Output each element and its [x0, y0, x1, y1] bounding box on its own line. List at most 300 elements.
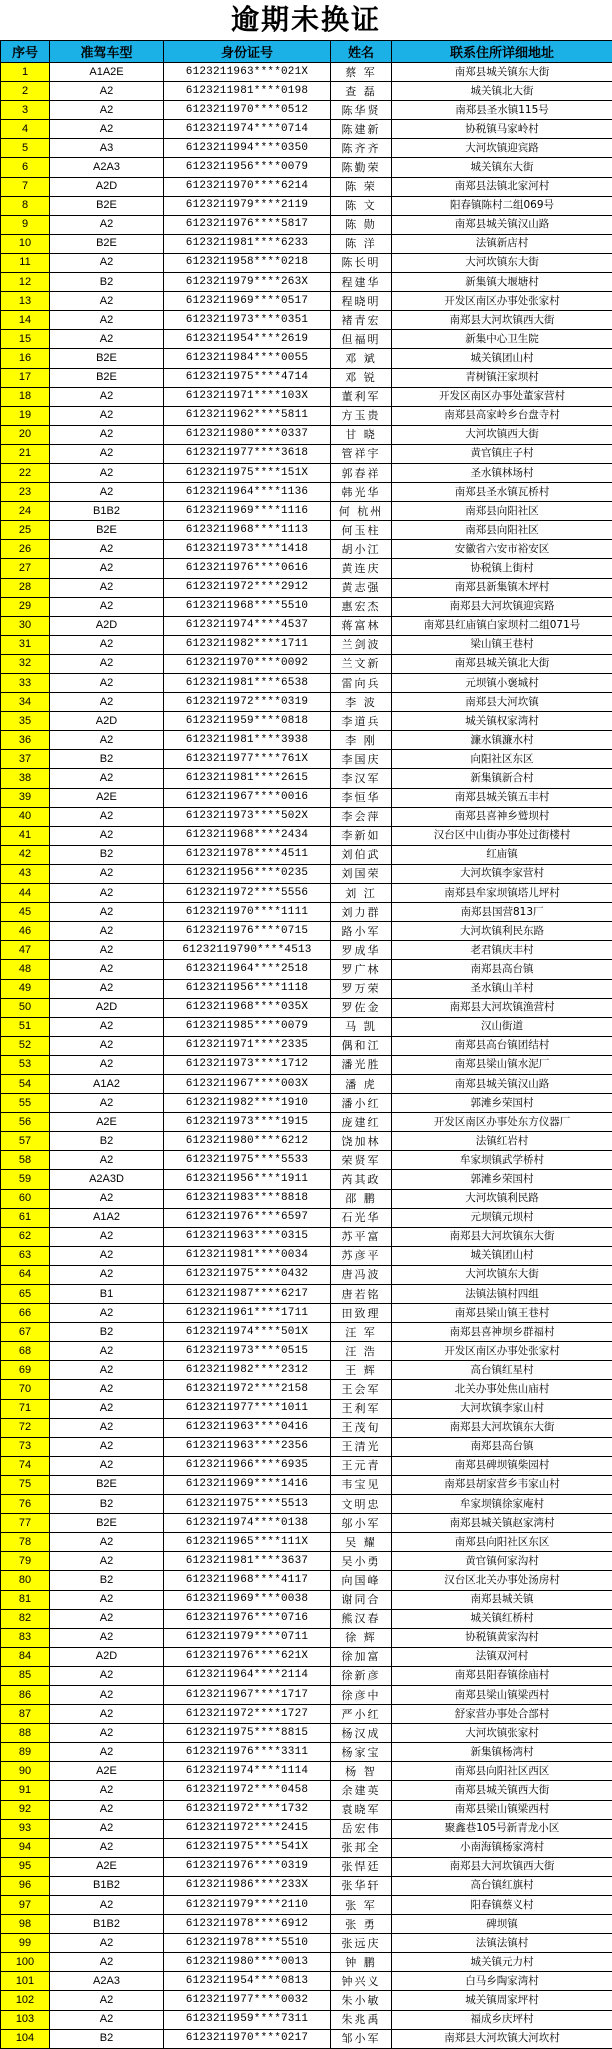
row-id-number: 6123211984****0055: [164, 349, 331, 368]
row-name: 但福明: [331, 330, 392, 349]
row-name: 余建英: [331, 1781, 392, 1800]
row-address: 南郑县国营813厂: [392, 903, 612, 922]
row-id-number: 6123211980****0337: [164, 425, 331, 444]
row-id-number: 6123211981****6233: [164, 234, 331, 253]
row-address: 白马乡陶家湾村: [392, 1972, 612, 1991]
row-license-class: A2: [50, 463, 164, 482]
row-address: 南郑县城关镇五丰村: [392, 788, 612, 807]
row-id-number: 6123211976****621X: [164, 1647, 331, 1666]
row-id-number: 6123211975****8815: [164, 1724, 331, 1743]
row-seq: 46: [1, 922, 50, 941]
row-seq: 95: [1, 1857, 50, 1876]
row-name: 李国庆: [331, 750, 392, 769]
row-name: 邓 斌: [331, 349, 392, 368]
table-row: [1, 1533, 612, 1552]
table-row: [1, 1475, 612, 1494]
row-address: 南郑县城关镇西大街: [392, 1781, 612, 1800]
row-license-class: A2: [50, 1246, 164, 1265]
row-id-number: 6123211959****0818: [164, 712, 331, 731]
row-seq: 85: [1, 1666, 50, 1685]
table-row: [1, 922, 612, 941]
table-body: [1, 63, 612, 2049]
row-name: 张邦全: [331, 1838, 392, 1857]
table-row: [1, 1896, 612, 1915]
row-address: 南郑县梁山镇王巷村: [392, 1304, 612, 1323]
row-name: 谢同合: [331, 1590, 392, 1609]
row-address: 南郑县大河坎镇迎宾路: [392, 597, 612, 616]
row-license-class: A2: [50, 1189, 164, 1208]
row-license-class: A2: [50, 425, 164, 444]
row-seq: 7: [1, 177, 50, 196]
row-name: 邓 锐: [331, 368, 392, 387]
row-name: 岳宏伟: [331, 1819, 392, 1838]
table-row: [1, 273, 612, 292]
row-name: 陈 文: [331, 196, 392, 215]
row-license-class: A2: [50, 1896, 164, 1915]
table-row: [1, 807, 612, 826]
row-license-class: A2: [50, 1800, 164, 1819]
table-row: [1, 521, 612, 540]
row-address: 城关镇北大街: [392, 82, 612, 101]
row-seq: 71: [1, 1399, 50, 1418]
row-address: 南郑县阳春镇徐庙村: [392, 1666, 612, 1685]
row-id-number: 6123211964****1136: [164, 483, 331, 502]
row-name: 黄连庆: [331, 559, 392, 578]
row-address: 协税镇马家岭村: [392, 120, 612, 139]
row-id-number: 6123211977****1011: [164, 1399, 331, 1418]
row-seq: 16: [1, 349, 50, 368]
row-name: 唐若铭: [331, 1285, 392, 1304]
table-row: [1, 1514, 612, 1533]
row-seq: 101: [1, 1972, 50, 1991]
row-license-class: A2: [50, 444, 164, 463]
row-address: 协税镇上街村: [392, 559, 612, 578]
row-license-class: A1A2E: [50, 63, 164, 82]
table-row: [1, 63, 612, 82]
row-license-class: B2E: [50, 234, 164, 253]
row-address: 南郑县梁山镇梁西村: [392, 1800, 612, 1819]
row-id-number: 6123211975****0432: [164, 1265, 331, 1284]
table-row: [1, 1552, 612, 1571]
row-seq: 24: [1, 502, 50, 521]
row-address: 汉台区北关办事处汤房村: [392, 1571, 612, 1590]
row-license-class: A2D: [50, 712, 164, 731]
row-id-number: 6123211972****1727: [164, 1705, 331, 1724]
row-seq: 90: [1, 1762, 50, 1781]
row-seq: 69: [1, 1361, 50, 1380]
row-name: 陈 勋: [331, 215, 392, 234]
header-license-class: 准驾车型: [50, 41, 164, 63]
row-address: 大河坎镇利民路: [392, 1189, 612, 1208]
row-id-number: 6123211954****2619: [164, 330, 331, 349]
row-name: 管祥宇: [331, 444, 392, 463]
row-id-number: 6123211964****2518: [164, 960, 331, 979]
row-id-number: 6123211972****0319: [164, 693, 331, 712]
table-row: [1, 845, 612, 864]
row-seq: 14: [1, 311, 50, 330]
row-address: 南郑县法镇北家河村: [392, 177, 612, 196]
row-id-number: 61232119790****4513: [164, 941, 331, 960]
row-id-number: 6123211976****6597: [164, 1208, 331, 1227]
table-row: [1, 101, 612, 120]
table-row: [1, 979, 612, 998]
row-name: 徐 辉: [331, 1628, 392, 1647]
row-license-class: A2: [50, 826, 164, 845]
row-seq: 81: [1, 1590, 50, 1609]
row-license-class: A2: [50, 922, 164, 941]
table-row: [1, 1113, 612, 1132]
table-row: [1, 1323, 612, 1342]
row-id-number: 6123211980****6212: [164, 1132, 331, 1151]
table-row: [1, 864, 612, 883]
row-address: 南郑县大河坎镇: [392, 693, 612, 712]
row-address: 南郑县高家岭乡台盘寺村: [392, 406, 612, 425]
row-name: 韦宝见: [331, 1475, 392, 1494]
row-id-number: 6123211977****761X: [164, 750, 331, 769]
row-address: 聚鑫巷105号新青龙小区: [392, 1819, 612, 1838]
row-address: 元坝镇元坝村: [392, 1208, 612, 1227]
row-address: 老君镇庆丰村: [392, 941, 612, 960]
row-seq: 51: [1, 1017, 50, 1036]
table-row: [1, 750, 612, 769]
row-license-class: A2E: [50, 1857, 164, 1876]
row-name: 吴 耀: [331, 1533, 392, 1552]
row-id-number: 6123211975****5533: [164, 1151, 331, 1170]
row-name: 徐加富: [331, 1647, 392, 1666]
row-name: 张华轩: [331, 1876, 392, 1895]
table-row: [1, 368, 612, 387]
row-id-number: 6123211967****003X: [164, 1074, 331, 1093]
row-name: 邹小军: [331, 2029, 392, 2048]
row-address: 高台镇红星村: [392, 1361, 612, 1380]
row-seq: 35: [1, 712, 50, 731]
row-seq: 6: [1, 158, 50, 177]
row-seq: 49: [1, 979, 50, 998]
row-seq: 68: [1, 1342, 50, 1361]
table-row: [1, 903, 612, 922]
row-address: 大河坎镇李家山村: [392, 1399, 612, 1418]
table-row: [1, 1246, 612, 1265]
table-row: [1, 674, 612, 693]
row-address: 城关镇团山村: [392, 349, 612, 368]
row-id-number: 6123211981****3637: [164, 1552, 331, 1571]
row-address: 郭滩乡荣国村: [392, 1094, 612, 1113]
table-row: [1, 253, 612, 272]
row-license-class: A2: [50, 635, 164, 654]
row-license-class: A2D: [50, 616, 164, 635]
row-address: 南郑县向阳社区: [392, 502, 612, 521]
row-id-number: 6123211972****2158: [164, 1380, 331, 1399]
row-license-class: B2: [50, 845, 164, 864]
row-seq: 19: [1, 406, 50, 425]
table-row: [1, 597, 612, 616]
row-address: 南郑县牟家坝镇塔儿坪村: [392, 884, 612, 903]
table-row: [1, 196, 612, 215]
row-name: 蒋富林: [331, 616, 392, 635]
row-address: 新集镇大堰塘村: [392, 273, 612, 292]
row-address: 南郑县喜神坝乡群福村: [392, 1323, 612, 1342]
row-license-class: A1A2: [50, 1074, 164, 1093]
row-id-number: 6123211965****111X: [164, 1533, 331, 1552]
row-license-class: A2: [50, 1819, 164, 1838]
row-name: 兰剑波: [331, 635, 392, 654]
row-address: 协税镇黄家沟村: [392, 1628, 612, 1647]
row-seq: 31: [1, 635, 50, 654]
table-row: [1, 540, 612, 559]
row-license-class: A2: [50, 1743, 164, 1762]
row-name: 石光华: [331, 1208, 392, 1227]
row-seq: 64: [1, 1265, 50, 1284]
row-seq: 41: [1, 826, 50, 845]
row-address: 青树镇汪家坝村: [392, 368, 612, 387]
row-seq: 102: [1, 1991, 50, 2010]
row-license-class: A2: [50, 1151, 164, 1170]
row-license-class: A2: [50, 1705, 164, 1724]
table-row: [1, 330, 612, 349]
table-row: [1, 1781, 612, 1800]
table-row: [1, 884, 612, 903]
row-address: 城关镇权家湾村: [392, 712, 612, 731]
table-row: [1, 292, 612, 311]
row-id-number: 6123211976****0716: [164, 1609, 331, 1628]
row-address: 阳春镇陈村二组069号: [392, 196, 612, 215]
table-row: [1, 1934, 612, 1953]
row-id-number: 6123211987****6217: [164, 1285, 331, 1304]
row-license-class: A2: [50, 292, 164, 311]
row-name: 王元青: [331, 1456, 392, 1475]
table-row: [1, 1876, 612, 1895]
row-license-class: A2: [50, 654, 164, 673]
row-address: 大河坎镇李家营村: [392, 864, 612, 883]
row-id-number: 6123211971****103X: [164, 387, 331, 406]
row-address: 南郑县大河坎镇东大街: [392, 1418, 612, 1437]
row-address: 梁山镇王巷村: [392, 635, 612, 654]
row-address: 南郑县大河坎镇渔营村: [392, 998, 612, 1017]
row-seq: 57: [1, 1132, 50, 1151]
row-seq: 13: [1, 292, 50, 311]
row-seq: 88: [1, 1724, 50, 1743]
row-license-class: B2E: [50, 1475, 164, 1494]
row-license-class: B1: [50, 1285, 164, 1304]
row-license-class: A1A2: [50, 1208, 164, 1227]
row-license-class: A2: [50, 253, 164, 272]
row-address: 阳春镇蔡义村: [392, 1896, 612, 1915]
table-row: [1, 1705, 612, 1724]
page-title: 逾期未换证: [0, 0, 612, 40]
row-seq: 73: [1, 1437, 50, 1456]
row-license-class: A2: [50, 387, 164, 406]
row-seq: 53: [1, 1055, 50, 1074]
row-name: 甘 晓: [331, 425, 392, 444]
table-row: [1, 1208, 612, 1227]
table-row: [1, 1857, 612, 1876]
row-license-class: A2: [50, 1838, 164, 1857]
row-license-class: A2: [50, 1456, 164, 1475]
row-license-class: A2: [50, 1399, 164, 1418]
table-row: [1, 1418, 612, 1437]
row-seq: 86: [1, 1685, 50, 1704]
row-address: 碑坝镇: [392, 1915, 612, 1934]
row-seq: 1: [1, 63, 50, 82]
row-license-class: B2E: [50, 196, 164, 215]
row-id-number: 6123211994****0350: [164, 139, 331, 158]
row-name: 偶和江: [331, 1036, 392, 1055]
row-name: 李会萍: [331, 807, 392, 826]
row-id-number: 6123211973****0351: [164, 311, 331, 330]
row-address: 南郑县大河坎镇西大街: [392, 1857, 612, 1876]
row-name: 王利军: [331, 1399, 392, 1418]
row-address: 南郑县圣水镇瓦桥村: [392, 483, 612, 502]
row-license-class: A2: [50, 597, 164, 616]
row-seq: 18: [1, 387, 50, 406]
row-name: 董利军: [331, 387, 392, 406]
row-address: 开发区南区办事处张家村: [392, 292, 612, 311]
row-seq: 82: [1, 1609, 50, 1628]
row-license-class: A2: [50, 807, 164, 826]
row-address: 法镇新店村: [392, 234, 612, 253]
row-license-class: A2: [50, 1342, 164, 1361]
row-license-class: A2: [50, 1934, 164, 1953]
row-seq: 45: [1, 903, 50, 922]
row-address: 大河坎镇迎宾路: [392, 139, 612, 158]
row-license-class: A2: [50, 903, 164, 922]
table-row: [1, 177, 612, 196]
row-seq: 33: [1, 674, 50, 693]
row-seq: 63: [1, 1246, 50, 1265]
header-address: 联系住所详细地址: [392, 41, 612, 63]
row-id-number: 6123211956****0079: [164, 158, 331, 177]
row-seq: 8: [1, 196, 50, 215]
row-license-class: A2A3D: [50, 1170, 164, 1189]
row-name: 陈 荣: [331, 177, 392, 196]
row-id-number: 6123211969****1416: [164, 1475, 331, 1494]
table-row: [1, 1590, 612, 1609]
row-license-class: B2: [50, 1323, 164, 1342]
row-seq: 96: [1, 1876, 50, 1895]
row-id-number: 6123211972****2415: [164, 1819, 331, 1838]
table-row: [1, 1972, 612, 1991]
row-id-number: 6123211976****5817: [164, 215, 331, 234]
row-name: 兰文新: [331, 654, 392, 673]
row-name: 蔡 军: [331, 63, 392, 82]
row-name: 荣贤军: [331, 1151, 392, 1170]
row-seq: 91: [1, 1781, 50, 1800]
row-id-number: 6123211977****3618: [164, 444, 331, 463]
row-id-number: 6123211968****5510: [164, 597, 331, 616]
row-address: 开发区南区办事处张家村: [392, 1342, 612, 1361]
row-name: 邬小军: [331, 1514, 392, 1533]
row-address: 新集镇杨湾村: [392, 1743, 612, 1762]
row-seq: 79: [1, 1552, 50, 1571]
row-address: 南郑县高台镇团结村: [392, 1036, 612, 1055]
row-id-number: 6123211974****0714: [164, 120, 331, 139]
row-seq: 60: [1, 1189, 50, 1208]
row-name: 罗万荣: [331, 979, 392, 998]
row-name: 潘小红: [331, 1094, 392, 1113]
row-name: 惠宏杰: [331, 597, 392, 616]
row-name: 方玉贵: [331, 406, 392, 425]
row-seq: 5: [1, 139, 50, 158]
row-seq: 75: [1, 1475, 50, 1494]
table-row: [1, 387, 612, 406]
row-license-class: A2: [50, 1304, 164, 1323]
row-seq: 40: [1, 807, 50, 826]
row-address: 舒家营办事处合部村: [392, 1705, 612, 1724]
row-name: 杨家宝: [331, 1743, 392, 1762]
row-id-number: 6123211972****0458: [164, 1781, 331, 1800]
row-id-number: 6123211973****1712: [164, 1055, 331, 1074]
row-id-number: 6123211981****2615: [164, 769, 331, 788]
table-row: [1, 1609, 612, 1628]
row-address: 南郑县新集镇木坪村: [392, 578, 612, 597]
row-name: 汪 浩: [331, 1342, 392, 1361]
table-row: [1, 731, 612, 750]
row-name: 黄志强: [331, 578, 392, 597]
row-name: 李汉军: [331, 769, 392, 788]
table-row: [1, 1495, 612, 1514]
row-name: 陈齐齐: [331, 139, 392, 158]
table-row: [1, 788, 612, 807]
table-row: [1, 769, 612, 788]
row-id-number: 6123211972****1732: [164, 1800, 331, 1819]
row-seq: 66: [1, 1304, 50, 1323]
row-license-class: A2: [50, 1533, 164, 1552]
row-license-class: A2: [50, 1017, 164, 1036]
row-address: 大河坎镇东大街: [392, 1265, 612, 1284]
row-name: 李 刚: [331, 731, 392, 750]
row-seq: 3: [1, 101, 50, 120]
row-name: 王清光: [331, 1437, 392, 1456]
row-name: 刘力群: [331, 903, 392, 922]
row-address: 大河坎镇张家村: [392, 1724, 612, 1743]
table-row: [1, 1361, 612, 1380]
row-address: 新集镇新合村: [392, 769, 612, 788]
row-address: 南郑县城关镇汉山路: [392, 1074, 612, 1093]
row-license-class: A2D: [50, 177, 164, 196]
row-seq: 89: [1, 1743, 50, 1762]
row-address: 南郑县胡家营乡韦家山村: [392, 1475, 612, 1494]
row-license-class: A2: [50, 884, 164, 903]
row-name: 路小军: [331, 922, 392, 941]
row-id-number: 6123211954****0813: [164, 1972, 331, 1991]
row-id-number: 6123211981****0198: [164, 82, 331, 101]
row-name: 褚青宏: [331, 311, 392, 330]
row-address: 牟家坝镇徐家庵村: [392, 1495, 612, 1514]
row-id-number: 6123211979****0711: [164, 1628, 331, 1647]
row-id-number: 6123211977****0032: [164, 1991, 331, 2010]
row-seq: 103: [1, 2010, 50, 2029]
row-address: 圣水镇山羊村: [392, 979, 612, 998]
row-address: 红庙镇: [392, 845, 612, 864]
row-address: 城关镇元力村: [392, 1953, 612, 1972]
row-address: 南郑县城关镇东大街: [392, 63, 612, 82]
row-seq: 43: [1, 864, 50, 883]
row-address: 南郑县城关镇汉山路: [392, 215, 612, 234]
row-address: 牟家坝镇武学桥村: [392, 1151, 612, 1170]
row-id-number: 6123211970****0217: [164, 2029, 331, 2048]
table-row: [1, 1304, 612, 1323]
row-license-class: A2: [50, 1055, 164, 1074]
table-row: [1, 1437, 612, 1456]
table-row: [1, 1380, 612, 1399]
row-id-number: 6123211975****151X: [164, 463, 331, 482]
row-id-number: 6123211967****1717: [164, 1685, 331, 1704]
row-address: 法镇法镇村: [392, 1934, 612, 1953]
row-address: 南郑县梁山镇水泥厂: [392, 1055, 612, 1074]
row-seq: 87: [1, 1705, 50, 1724]
row-license-class: A2: [50, 1227, 164, 1246]
table-row: [1, 1170, 612, 1189]
